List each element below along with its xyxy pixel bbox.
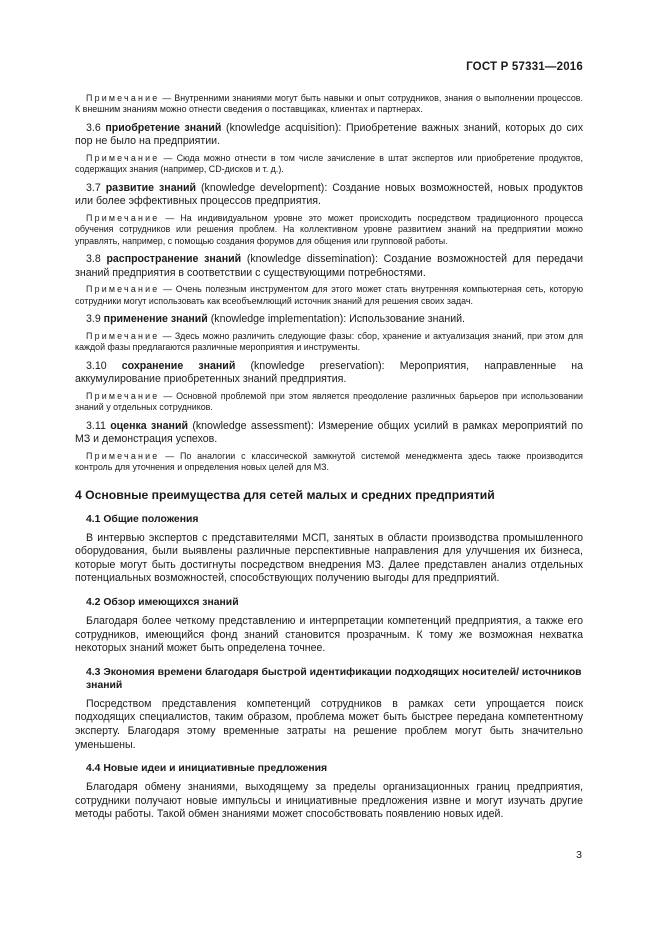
document-code-header: ГОСТ Р 57331—2016	[466, 61, 583, 73]
note-label: Примечание	[86, 450, 160, 461]
note-label: Примечание	[86, 284, 160, 295]
definition-number: 3.10	[86, 359, 122, 372]
definition-3-6	[75, 122, 583, 149]
definition-term: развитие знаний	[105, 181, 197, 194]
definition-number: 3.9	[86, 313, 104, 326]
section-4-heading: 4 Основные преимущества для сетей малых и средних предприятий	[75, 487, 495, 502]
subsection-4-2-text: Благодаря более четкому представлению и интерпретации компетенций предприятия, а также его сотрудников, имеющийся фонд знаний становится прозрачным. К тому же возможная нехватка некоторых знаний может быть определена точнее.	[75, 615, 583, 655]
definition-term: сохранение знаний	[121, 359, 236, 372]
subsection-4-2-heading: 4.2 Обзор имеющихся знаний	[86, 597, 239, 608]
subsection-4-1-heading: 4.1 Общие положения	[86, 513, 199, 525]
definition-term: приобретение знаний	[105, 121, 222, 134]
definition-3-10	[75, 360, 583, 387]
definition-number: 3.8	[86, 253, 107, 266]
definition-term: распространение знаний	[106, 253, 242, 266]
definition-text: (knowledge implementation): Использование знаний.	[207, 313, 466, 326]
page-content	[75, 93, 583, 826]
subsection-4-3-text: Посредством представления компетенций сотрудников в рамках сети упрощается поиск подходящих специалистов, таким образом, проблема может быть быстрее передана компетентному эксперту. Благодаря этому временные затраты на решение проблем могут быть значительно уменьшены.	[75, 697, 583, 751]
note-text: — Здесь можно различить следующие фазы: сбор, хранение и актуализация знаний, при этом для каждой фазы предлагаются различные мероприятия и инструменты.	[75, 330, 583, 353]
definition-number: 3.6	[86, 121, 106, 134]
note-text: — Очень полезным инструментом для этого может стать внутренняя компьютерная сеть, которую сотрудники могут использовать как всеобъемлющий источник знаний для решения своих задач.	[75, 284, 583, 306]
note-label: Примечание	[86, 390, 160, 401]
note-3-11	[75, 451, 583, 474]
note-label: Примечание	[86, 153, 160, 163]
subsection-4-3-heading: 4.3 Экономия времени благодаря быстрой идентификации подходящих носителей/ источников знаний	[86, 666, 582, 691]
definition-term: применение знаний	[103, 313, 208, 326]
definition-text: (knowledge preservation): Мероприятия, направленные на аккумулирование приобретенных знаний предприятия.	[75, 359, 584, 386]
definition-text: (knowledge development): Создание новых возможностей, новых продуктов или более эффективных процессов предприятия.	[75, 181, 583, 208]
subsection-4-1-text: В интервью экспертов с представителями МСП, занятых в области производства промышленного оборудования, были выявлены различные перспективные направления для улучшения их бизнеса, которые могут быть достигнуты посредством внедрения МЗ. Далее представлен анализ отдельных потенциальных возможностей, способствующих получению выгоды для предприятий.	[75, 531, 583, 585]
note-text: — На индивидуальном уровне это может происходить посредством традиционного процесса обучения сотрудников или решения проблем. На коллективном уровне развитием знаний на предприятии можно управлять, например, с помощью создания форумов для общения или групповой работы.	[75, 213, 583, 246]
definition-3-9	[75, 313, 583, 327]
page-number: 3	[576, 849, 582, 861]
definition-3-7	[75, 182, 583, 209]
definition-3-8	[75, 253, 583, 280]
note-3-8	[75, 284, 583, 307]
note-text: — Сюда можно отнести в том числе зачисление в штат экспертов или приобретение продуктов, содержащих знания (например, CD-дисков и т. д.).	[75, 153, 583, 175]
note-3-10	[75, 391, 583, 414]
definition-text: (knowledge acquisition): Приобретение важных знаний, которых до сих пор не было на предприятии.	[75, 121, 583, 148]
note-text: — Внутренними знаниями могут быть навыки и опыт сотрудников, знания о выполнении процессов. К внешним знаниям можно отнести сведения о поставщиках, клиентах и партнерах.	[75, 93, 583, 115]
definition-term: оценка знаний	[110, 419, 188, 432]
subsection-4-4-heading: 4.4 Новые идеи и инициативные предложения	[86, 763, 328, 775]
note-3-9	[75, 331, 583, 354]
definition-3-11	[75, 420, 583, 447]
definition-text: (knowledge assessment): Измерение общих усилий в рамках мероприятий по МЗ и демонстрация успехов.	[75, 419, 583, 446]
note-3-7	[75, 213, 583, 247]
subsection-4-4-text: Благодаря обмену знаниями, выходящему за пределы организационных границ предприятия, сотрудники получают новые импульсы и инициативные предложения извне и могут изучать другие методы работы. Такой обмен знаниями может способствовать появлению новых идей.	[75, 781, 583, 821]
note-0	[75, 93, 583, 116]
definition-number: 3.7	[86, 181, 106, 194]
note-text: — Основной проблемой при этом является преодоление различных барьеров при использовании знаний у отдельных сотрудников.	[75, 390, 583, 413]
note-label: Примечание	[86, 213, 160, 223]
note-label: Примечание	[86, 93, 160, 103]
note-3-6	[75, 153, 583, 176]
note-text: — По аналогии с классической замкнутой системой менеджмента здесь также производится контроль для уточнения и определения новых целей для МЗ.	[75, 450, 583, 473]
definition-text: (knowledge dissemination): Создание возможностей для передачи знаний предприятия в соответствии с существующими потребностями.	[75, 253, 583, 279]
definition-number: 3.11	[86, 419, 111, 432]
note-label: Примечание	[86, 330, 160, 341]
